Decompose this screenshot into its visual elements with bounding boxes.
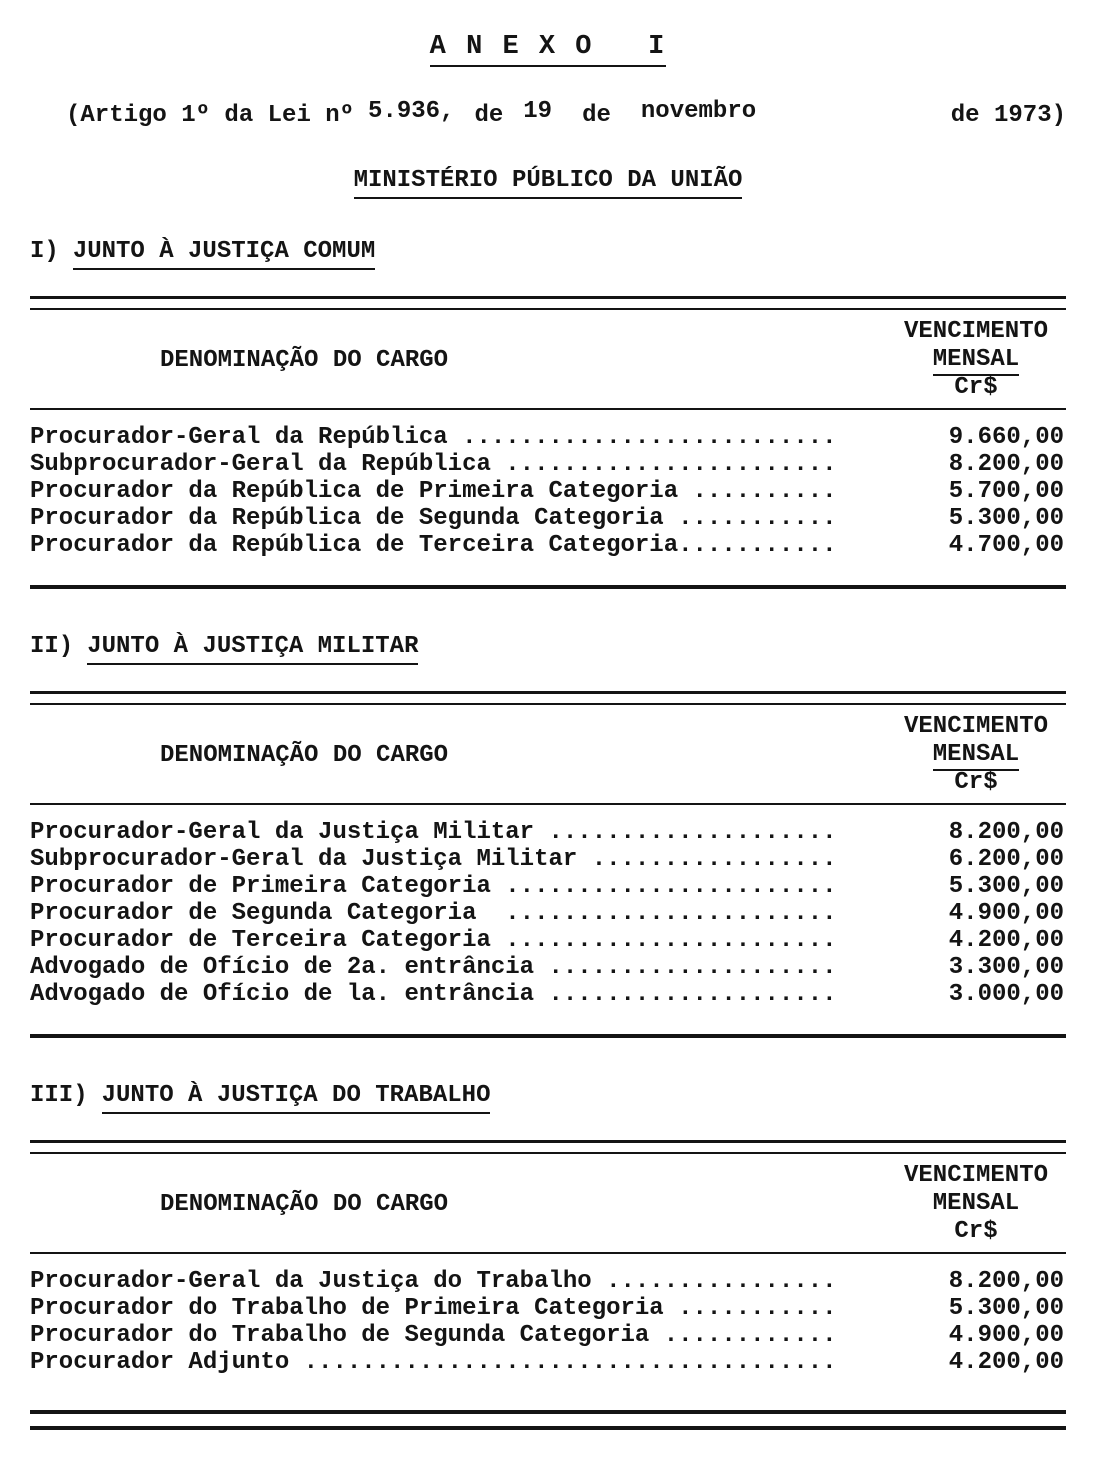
table-row	[30, 532, 1066, 559]
section-heading-justica-comum	[30, 238, 1066, 270]
valor-header-line2: MENSAL	[932, 1190, 1020, 1217]
valor-cell: 4.900,00	[948, 900, 1064, 927]
table-row	[30, 478, 1066, 505]
section-title: JUNTO À JUSTIÇA DO TRABALHO	[102, 1082, 491, 1114]
table-row	[30, 1322, 1066, 1349]
section-title: JUNTO À JUSTIÇA MILITAR	[87, 633, 418, 665]
cargo-cell: Subprocurador-Geral da República .......................	[30, 451, 837, 478]
horizontal-rule	[30, 1034, 1066, 1038]
table-row	[30, 1295, 1066, 1322]
valor-cell: 8.200,00	[948, 451, 1064, 478]
cargo-cell: Procurador-Geral da Justiça Militar ....................	[30, 819, 837, 846]
column-header-cargo: DENOMINAÇÃO DO CARGO	[160, 346, 449, 374]
cargo-cell: Advogado de Ofício de la. entrância ....................	[30, 981, 837, 1008]
cargo-cell: Procurador da República de Primeira Categoria ..........	[30, 478, 837, 505]
table-row	[30, 1349, 1066, 1376]
column-header-cargo: DENOMINAÇÃO DO CARGO	[160, 741, 449, 769]
law-number: 5.936,	[368, 98, 455, 125]
valor-header-line2-text: MENSAL	[933, 741, 1019, 771]
valor-cell: 4.200,00	[948, 1349, 1064, 1376]
table-header	[30, 705, 1066, 803]
cargo-cell: Procurador da República de Segunda Categoria ...........	[30, 505, 837, 532]
table-row	[30, 1268, 1066, 1295]
cargo-cell: Procurador de Segunda Categoria .......................	[30, 900, 837, 927]
table-row	[30, 505, 1066, 532]
column-header-valor	[886, 1162, 1066, 1246]
table-header	[30, 1154, 1066, 1252]
article-year: de 1973)	[950, 102, 1066, 129]
section-title: JUNTO À JUSTIÇA COMUM	[73, 238, 375, 270]
cargo-cell: Subprocurador-Geral da Justiça Militar .................	[30, 846, 837, 873]
table-row	[30, 846, 1066, 873]
article-de-1: de	[474, 102, 504, 129]
valor-header-line3: Cr$	[954, 769, 998, 796]
valor-cell: 5.300,00	[948, 1295, 1064, 1322]
table-row	[30, 927, 1066, 954]
cargo-cell: Procurador de Terceira Categoria .......................	[30, 927, 837, 954]
horizontal-rule	[30, 585, 1066, 589]
article-reference-line	[30, 98, 1066, 129]
valor-cell: 6.200,00	[948, 846, 1064, 873]
table-row	[30, 954, 1066, 981]
valor-cell: 8.200,00	[948, 819, 1064, 846]
salary-table-justica-trabalho	[30, 1140, 1066, 1430]
cargo-cell: Procurador-Geral da Justiça do Trabalho ................	[30, 1268, 837, 1295]
article-day: 19	[523, 98, 553, 125]
cargo-cell: Procurador de Primeira Categoria .......................	[30, 873, 837, 900]
column-header-valor	[886, 713, 1066, 797]
table-row	[30, 981, 1066, 1008]
document-title-text: A N E X O I	[430, 32, 667, 67]
valor-header-line1: VENCIMENTO	[903, 1162, 1049, 1189]
valor-cell: 9.660,00	[948, 424, 1064, 451]
valor-cell: 5.700,00	[948, 478, 1064, 505]
ministry-heading-text: MINISTÉRIO PÚBLICO DA UNIÃO	[354, 167, 743, 199]
cargo-cell: Procurador do Trabalho de Primeira Categoria ...........	[30, 1295, 837, 1322]
cargo-cell: Procurador do Trabalho de Segunda Categoria ............	[30, 1322, 837, 1349]
salary-table-justica-militar	[30, 691, 1066, 1038]
cargo-cell: Procurador Adjunto .....................................	[30, 1349, 837, 1376]
section-heading-justica-trabalho	[30, 1082, 1066, 1114]
valor-cell: 3.300,00	[948, 954, 1064, 981]
table-row	[30, 819, 1066, 846]
valor-header-line3: Cr$	[954, 374, 998, 401]
cargo-cell: Advogado de Ofício de 2a. entrância ....................	[30, 954, 837, 981]
valor-header-line3: Cr$	[954, 1218, 998, 1245]
table-row	[30, 900, 1066, 927]
horizontal-rule	[30, 1410, 1066, 1414]
section-numeral: III)	[30, 1082, 88, 1109]
cargo-cell: Procurador da República de Terceira Categoria...........	[30, 532, 837, 559]
cargo-cell: Procurador-Geral da República ..........................	[30, 424, 837, 451]
horizontal-rule	[30, 1140, 1066, 1143]
article-de-2: de	[582, 102, 611, 129]
table-row	[30, 873, 1066, 900]
valor-cell: 8.200,00	[948, 1268, 1064, 1295]
valor-header-line2-text: MENSAL	[933, 346, 1019, 376]
table-row	[30, 451, 1066, 478]
article-prefix: (Artigo 1º da Lei nº	[66, 102, 355, 129]
section-numeral: I)	[30, 238, 59, 265]
horizontal-rule	[30, 691, 1066, 694]
valor-cell: 4.200,00	[948, 927, 1064, 954]
table-body	[30, 1254, 1066, 1410]
valor-header-line2	[886, 741, 1066, 769]
article-month: novembro	[640, 98, 757, 125]
table-body	[30, 410, 1066, 585]
section-heading-justica-militar	[30, 633, 1066, 665]
valor-cell: 4.700,00	[948, 532, 1064, 559]
salary-table-justica-comum	[30, 296, 1066, 589]
valor-header-line2	[886, 346, 1066, 374]
valor-cell: 3.000,00	[948, 981, 1064, 1008]
valor-cell: 4.900,00	[948, 1322, 1064, 1349]
valor-cell: 5.300,00	[948, 505, 1064, 532]
document-title	[30, 32, 1066, 62]
table-body	[30, 805, 1066, 1034]
horizontal-rule	[30, 296, 1066, 299]
table-header	[30, 310, 1066, 408]
valor-header-line1: VENCIMENTO	[903, 713, 1049, 740]
valor-header-line1: VENCIMENTO	[903, 318, 1049, 345]
column-header-valor	[886, 318, 1066, 402]
horizontal-rule	[30, 1426, 1066, 1430]
column-header-cargo: DENOMINAÇÃO DO CARGO	[160, 1190, 449, 1218]
table-row	[30, 424, 1066, 451]
section-numeral: II)	[30, 633, 74, 660]
ministry-heading	[30, 167, 1066, 194]
valor-cell: 5.300,00	[948, 873, 1064, 900]
